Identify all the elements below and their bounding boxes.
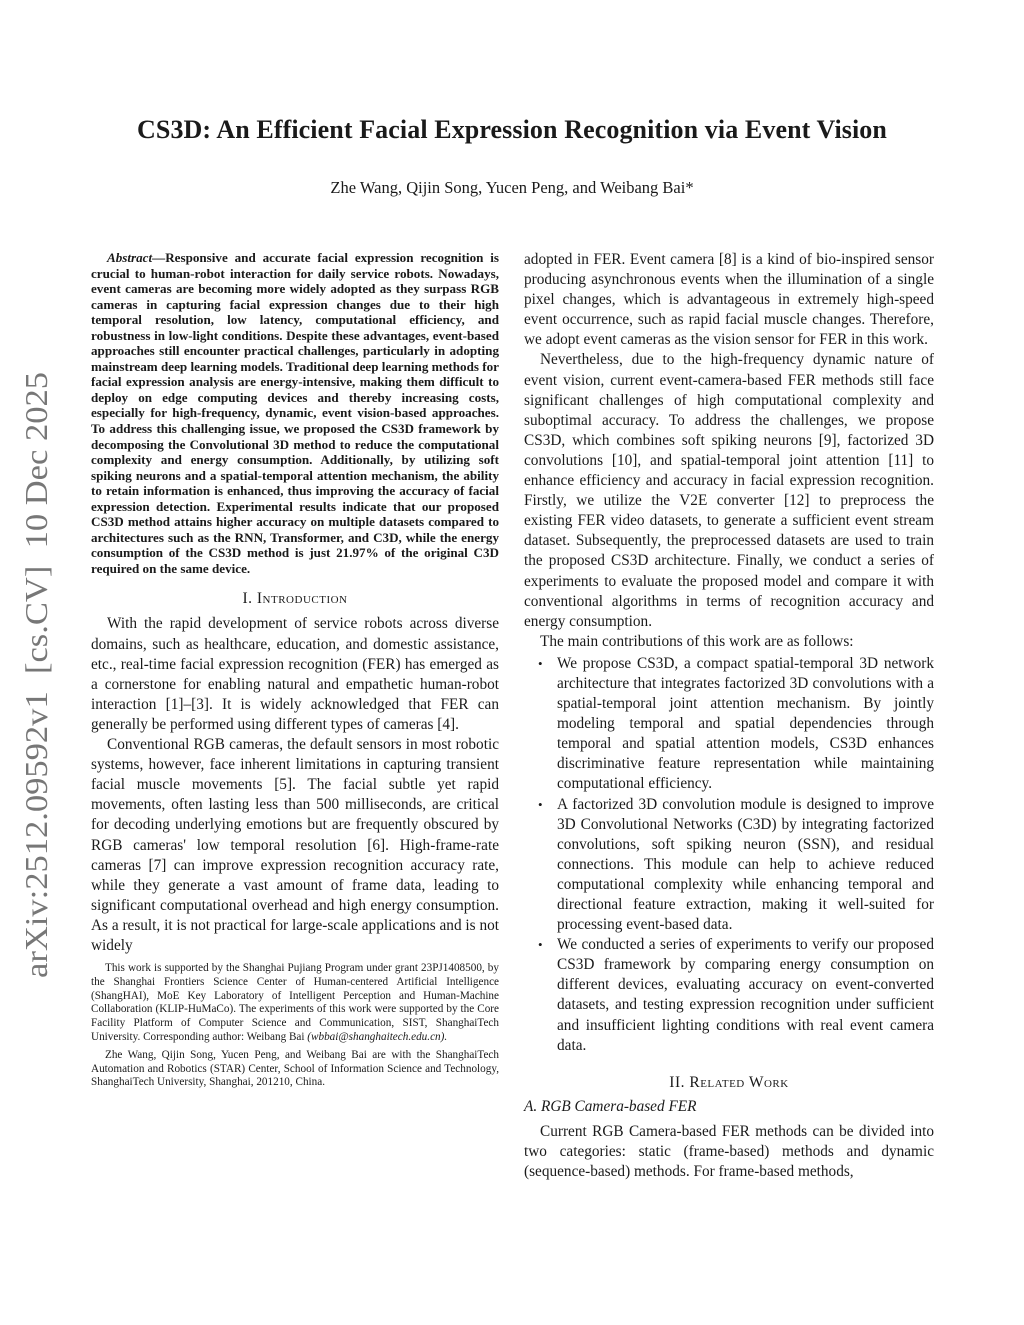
paper-title: CS3D: An Efficient Facial Expression Recognition via Event Vision [137, 115, 887, 144]
abstract [91, 250, 499, 576]
arxiv-identifier-text: arXiv:2512.09592v1 [cs.CV] 10 Dec 2025 [19, 425, 54, 978]
contribution-item [524, 654, 934, 795]
abstract-label: Abstract— [107, 250, 166, 265]
section-heading-introduction: I. Introduction [242, 590, 348, 608]
footnote-funding-text: This work is supported by the Shanghai Pujiang Program under grant 23PJ1408500, by the Shanghai Frontiers Science Center of Human-centered Artificial Intelligence (ShangHAI), MoE Key Laboratory of Intelligent Perception and Human-Machine Collaboration (KLIP-HuMaCo). The experiments of this work were supported by the Core Facility Platform of Computer Science and Communication, SIST, ShanghaiTech University. Corresponding author: Weibang Bai [91, 962, 499, 1044]
bullet-icon: • [538, 796, 543, 812]
footnote-area [91, 962, 499, 1090]
left-column [91, 250, 499, 1090]
right-column [524, 250, 934, 1182]
right-paragraph-2: Nevertheless, due to the high-frequency dynamic nature of event vision, current event-camera-based FER methods still face significant challenges of high computational complexity and suboptimal accuracy. To address the challenges, we propose CS3D, which combines soft spiking neurons [9], factorized 3D convolutions [10], and spatial-temporal joint attention [11] to enhance efficiency and accuracy in facial expression recognition. Firstly, we utilize the V2E converter [12] to preprocess the existing FER video datasets, to generate a sufficient event stream dataset. Subsequently, the preprocessed datasets are used to train the proposed CS3D architecture. Finally, we conduct a series of experiments to evaluate the proposed model and compare it with conventional algorithms in terms of recognition accuracy and energy consumption. [524, 351, 934, 630]
contribution-text: We propose CS3D, a compact spatial-temporal 3D network architecture that integrates factorized 3D convolutions with a spatial-temporal joint attention mechanism. By jointly modeling temporal and spatial dependencies through temporal and spatial attention models, CS3D enhances discriminative feature representation while maintaining computational efficiency. [557, 654, 934, 793]
right-paragraph-1: adopted in FER. Event camera [8] is a kind of bio-inspired sensor producing asynchronous events when the illumination of a single pixel changes, which is advantageous in extremely high-speed event occurrence, such as rapid facial muscle changes. Therefore, we adopt event cameras as the vision sensor for FER in this work. [524, 251, 934, 349]
contribution-item [524, 795, 934, 936]
arxiv-identifier [18, 370, 58, 980]
contribution-text: A factorized 3D convolution module is designed to improve 3D Convolutional Networks (C3D) by integrating factorized convolutions, soft spiking neuron (SSN), and residual connections. This module can help to achieve reduced computational complexity while enhancing temporal and directional feature extraction, making it well-suited for processing event-based data. [557, 795, 934, 934]
bullet-icon: • [538, 655, 543, 671]
related-work-paragraph-1: Current RGB Camera-based FER methods can be divided into two categories: static (frame-based) methods and dynamic (sequence-based) methods. For frame-based methods, [524, 1122, 934, 1180]
intro-paragraph-1: With the rapid development of service robots across diverse domains, such as healthcare, education, and domestic assistance, etc., real-time facial expression recognition (FER) has emerged as a cornerstone for enabling natural and empathetic human-robot interaction [1]–[3]. It is widely acknowledged that FER can generally be performed using different types of cameras [4]. [91, 615, 499, 733]
contribution-text: We conducted a series of experiments to verify our proposed CS3D framework by comparing energy consumption on different devices, evaluating accuracy on event-converted datasets, and testing expression recognition under sufficient and insufficient lighting conditions with real event camera data. [557, 936, 934, 1054]
contributions-intro: The main contributions of this work are as follows: [540, 632, 854, 650]
corresponding-email: (wbbai@shanghaitech.edu.cn). [307, 1031, 448, 1044]
contributions-list [524, 654, 934, 1056]
paper-authors: Zhe Wang, Qijin Song, Yucen Peng, and Weibang Bai* [330, 178, 694, 197]
contribution-item [524, 935, 934, 1056]
subsection-heading-rgb-fer: A. RGB Camera-based FER [524, 1097, 697, 1115]
abstract-text: Responsive and accurate facial expression recognition is crucial to human-robot interaction for daily service robots. Nowadays, event cameras are becoming more widely adopted as they surpass RGB cameras in capturing facial expression changes due to their high temporal resolution, low latency, computational efficiency, and robustness in low-light conditions. Despite these advantages, event-based approaches still encounter practical challenges, particularly in adopting mainstream deep learning models. Traditional deep learning methods for facial expression analysis are energy-intensive, making them difficult to deploy on edge computing devices and thereby increasing costs, especially for high-frequency, dynamic, event vision-based approaches. To address this challenging issue, we proposed the CS3D framework by decomposing the Convolutional 3D method to reduce the computational complexity and energy consumption. Additionally, by utilizing soft spiking neurons and a spatial-temporal attention mechanism, the ability to retain information is enhanced, thus improving the accuracy of facial expression detection. Experimental results indicate that our proposed CS3D method attains higher accuracy on multiple datasets compared to architectures such as the RNN, Transformer, and C3D, while the energy consumption of the CS3D method is just 21.97% of the original C3D required on the same device. [91, 250, 499, 576]
intro-paragraph-2: Conventional RGB cameras, the default sensors in most robotic systems, however, face inherent limitations in capturing transient facial muscle movements [5]. The facial subtle yet rapid movements, often lasting less than 500 milliseconds, are critical for decoding underlying emotions but are frequently obscured by RGB cameras' low temporal resolution [6]. High-frame-rate cameras [7] can improve expression recognition accuracy rate, while they generate a vast amount of frame data, leading to significant computational overhead and high energy consumption. As a result, it is not practical for large-scale applications and is not widely [91, 736, 499, 954]
section-heading-related-work: II. Related Work [669, 1073, 789, 1091]
footnote-funding [91, 962, 499, 1045]
bullet-icon: • [538, 937, 543, 953]
footnote-affiliation: Zhe Wang, Qijin Song, Yucen Peng, and Weibang Bai are with the ShanghaiTech Automation and Robotics (STAR) Center, School of Information Science and Technology, ShanghaiTech University, Shanghai, 201210, China. [91, 1048, 499, 1089]
